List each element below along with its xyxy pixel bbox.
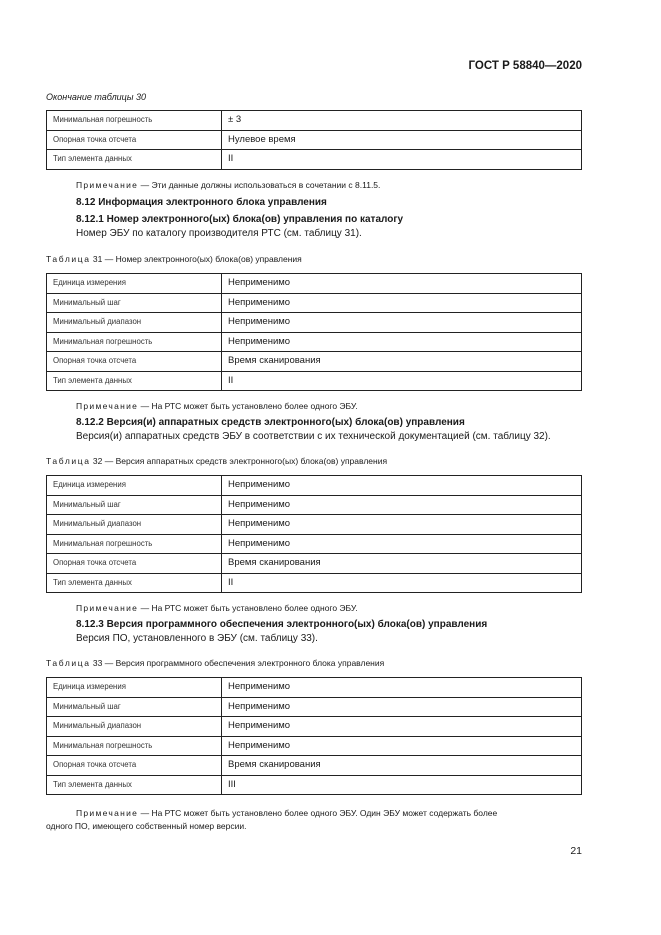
section-heading: 8.12.3 Версия программного обеспечения электронного(ых) блока(ов) управления	[76, 619, 488, 630]
table-cell-value: Неприменимо	[222, 736, 582, 756]
table31	[46, 273, 582, 391]
table-row	[47, 534, 582, 554]
note-dash: —	[140, 808, 150, 818]
table-cell-value: Время сканирования	[222, 756, 582, 776]
table-cell-label: Минимальная погрешность	[47, 534, 222, 554]
table-cell-value: ± 3	[222, 111, 582, 131]
table-cell-label: Тип элемента данных	[47, 775, 222, 795]
table-cell-value: Неприменимо	[222, 313, 582, 333]
table-row	[47, 274, 582, 294]
table-row	[47, 717, 582, 737]
table-cell-label: Тип элемента данных	[47, 150, 222, 170]
table-cell-label: Минимальный шаг	[47, 697, 222, 717]
table-cell-label: Единица измерения	[47, 678, 222, 698]
caption-prefix: Таблица	[46, 254, 91, 264]
table-row	[47, 111, 582, 131]
page-number: 21	[570, 845, 582, 857]
table-cell-label: Опорная точка отсчета	[47, 554, 222, 574]
table-cell-value: Время сканирования	[222, 554, 582, 574]
table-row	[47, 515, 582, 535]
table-cell-value: Неприменимо	[222, 476, 582, 496]
table-cell-value: Нулевое время	[222, 130, 582, 150]
table33-note-continuation: одного ПО, имеющего собственный номер версии.	[46, 821, 247, 831]
table-cell-value: Неприменимо	[222, 495, 582, 515]
table-row	[47, 150, 582, 170]
caption-text: 31 — Номер электронного(ых) блока(ов) управления	[92, 254, 302, 264]
note-label: Примечание	[76, 603, 139, 613]
table33	[46, 677, 582, 795]
section-heading: 8.12.2 Версия(и) аппаратных средств электронного(ых) блока(ов) управления	[76, 417, 465, 428]
table-row	[47, 573, 582, 593]
table-row	[47, 371, 582, 391]
table-cell-value: Неприменимо	[222, 293, 582, 313]
table-cell-label: Минимальная погрешность	[47, 736, 222, 756]
note-text: На РТС может быть установлено более одного ЭБУ.	[151, 401, 358, 411]
table-row	[47, 476, 582, 496]
table-cell-label: Минимальный шаг	[47, 495, 222, 515]
table-row	[47, 352, 582, 372]
table33-note	[76, 808, 497, 818]
table32	[46, 475, 582, 593]
table-cell-label: Тип элемента данных	[47, 573, 222, 593]
note-label: Примечание	[76, 808, 139, 818]
caption-text: 32 — Версия аппаратных средств электронного(ых) блока(ов) управления	[92, 456, 388, 466]
note-dash: —	[140, 180, 150, 190]
table-cell-value: II	[222, 371, 582, 391]
table-cell-label: Единица измерения	[47, 274, 222, 294]
table-cell-value: Неприменимо	[222, 534, 582, 554]
table-row	[47, 697, 582, 717]
table-row	[47, 678, 582, 698]
caption-prefix: Таблица	[46, 456, 91, 466]
section-text: Номер ЭБУ по каталогу производителя РТС (см. таблицу 31).	[76, 228, 362, 239]
table-cell-value: II	[222, 150, 582, 170]
table-cell-label: Минимальная погрешность	[47, 111, 222, 131]
table-cell-value: Время сканирования	[222, 352, 582, 372]
note-label: Примечание	[76, 401, 139, 411]
table-cell-label: Опорная точка отсчета	[47, 352, 222, 372]
table-cell-value: Неприменимо	[222, 717, 582, 737]
note-text: Эти данные должны использоваться в сочетании с 8.11.5.	[151, 180, 381, 190]
table-cell-label: Минимальный шаг	[47, 293, 222, 313]
table-row	[47, 332, 582, 352]
table-cell-label: Минимальная погрешность	[47, 332, 222, 352]
table33-caption	[46, 658, 384, 668]
table32-note	[76, 603, 358, 613]
table-cell-label: Минимальный диапазон	[47, 515, 222, 535]
table-cell-value: Неприменимо	[222, 515, 582, 535]
note-dash: —	[140, 603, 150, 613]
table-cell-value: Неприменимо	[222, 332, 582, 352]
section-text: Версия ПО, установленного в ЭБУ (см. таблицу 33).	[76, 633, 318, 644]
table-cell-value: Неприменимо	[222, 697, 582, 717]
table-row	[47, 554, 582, 574]
table-row	[47, 495, 582, 515]
table30-caption: Окончание таблицы 30	[46, 92, 146, 102]
table-cell-value: II	[222, 573, 582, 593]
table-row	[47, 130, 582, 150]
table31-note	[76, 401, 358, 411]
table-row	[47, 775, 582, 795]
table-row	[47, 756, 582, 776]
section-heading: 8.12 Информация электронного блока управления	[76, 197, 327, 208]
section-text: Версия(и) аппаратных средств ЭБУ в соответствии с их технической документацией (см. таблицу 32).	[76, 431, 551, 442]
table-cell-value: III	[222, 775, 582, 795]
table32-caption	[46, 456, 387, 466]
table-cell-label: Единица измерения	[47, 476, 222, 496]
table-cell-value: Неприменимо	[222, 274, 582, 294]
table-row	[47, 313, 582, 333]
table-cell-label: Минимальный диапазон	[47, 717, 222, 737]
table30	[46, 110, 582, 170]
table-cell-value: Неприменимо	[222, 678, 582, 698]
table-cell-label: Опорная точка отсчета	[47, 756, 222, 776]
note-text: На РТС может быть установлено более одного ЭБУ. Один ЭБУ может содержать более	[151, 808, 498, 818]
table-cell-label: Опорная точка отсчета	[47, 130, 222, 150]
section-heading: 8.12.1 Номер электронного(ых) блока(ов) управления по каталогу	[76, 214, 404, 225]
table-row	[47, 736, 582, 756]
caption-text: 33 — Версия программного обеспечения электронного блока управления	[92, 658, 385, 668]
note-label: Примечание	[76, 180, 139, 190]
note-dash: —	[140, 401, 150, 411]
table30-note	[76, 180, 380, 190]
table-row	[47, 293, 582, 313]
table31-caption	[46, 254, 302, 264]
table-cell-label: Тип элемента данных	[47, 371, 222, 391]
document-code: ГОСТ Р 58840—2020	[468, 60, 582, 72]
caption-prefix: Таблица	[46, 658, 91, 668]
note-text: На РТС может быть установлено более одного ЭБУ.	[151, 603, 358, 613]
table-cell-label: Минимальный диапазон	[47, 313, 222, 333]
